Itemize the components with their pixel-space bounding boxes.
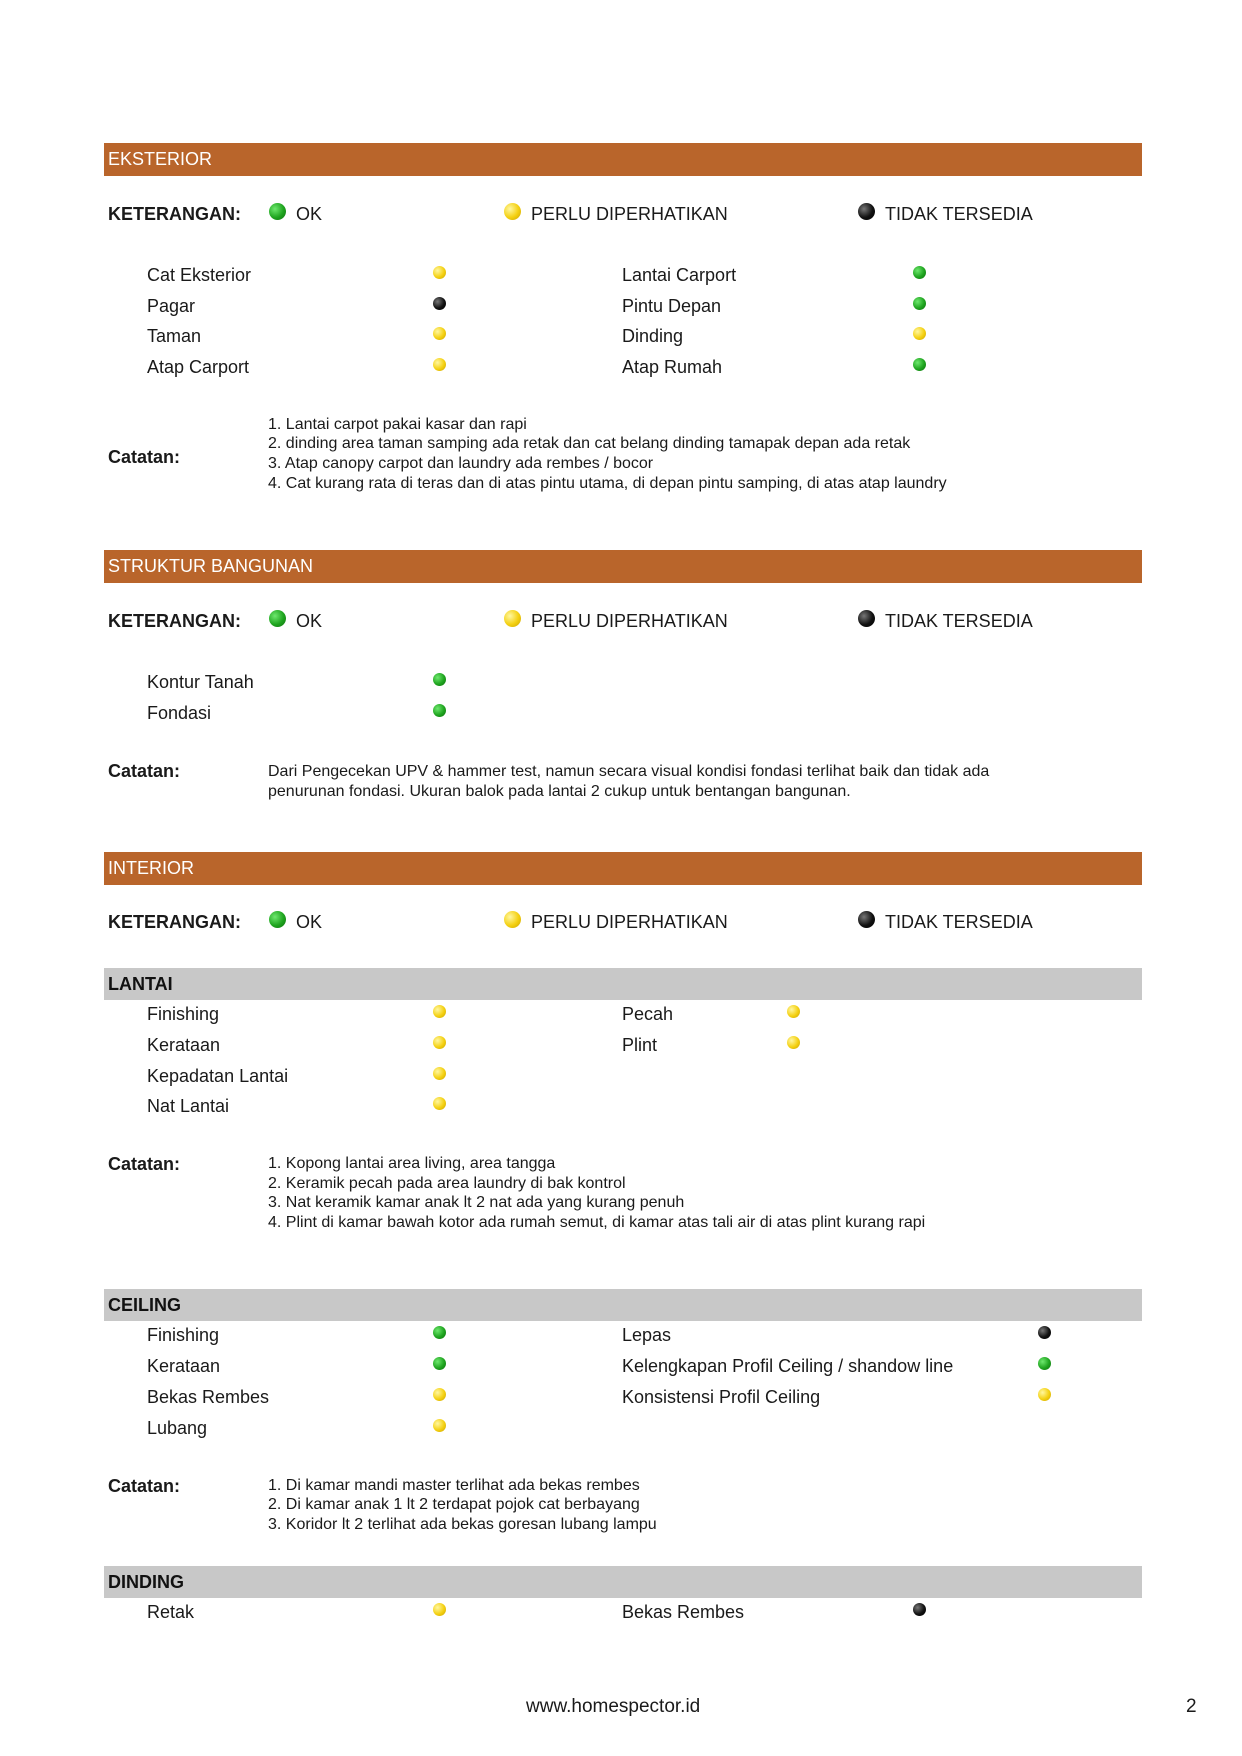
notes-label: Catatan: bbox=[108, 1476, 181, 1496]
legend-ok-text: OK bbox=[296, 912, 323, 932]
note-line: 2. dinding area taman samping ada retak dan cat belang dinding tamapak depan ada retak bbox=[268, 435, 911, 452]
note-line: 3. Koridor lt 2 terlihat ada bekas goresan lubang lampu bbox=[268, 1516, 657, 1533]
check-item-label: Pecah bbox=[622, 1004, 674, 1024]
note-line: 4. Plint di kamar bawah kotor ada rumah semut, di kamar atas tali air di atas plint kurang rapi bbox=[268, 1214, 926, 1231]
ok-status-icon bbox=[433, 704, 446, 717]
tidak-status-icon bbox=[858, 911, 875, 928]
check-item-label: Cat Eksterior bbox=[147, 265, 252, 285]
notes-label: Catatan: bbox=[108, 761, 181, 781]
check-item-label: Bekas Rembes bbox=[622, 1602, 745, 1622]
note-line: Dari Pengecekan UPV & hammer test, namun secara visual kondisi fondasi terlihat baik dan tidak ada bbox=[268, 763, 990, 780]
check-item-label: Lubang bbox=[147, 1418, 208, 1438]
tidak-status-icon bbox=[913, 1603, 926, 1616]
perlu-status-icon bbox=[787, 1005, 800, 1018]
tidak-status-icon bbox=[433, 297, 446, 310]
check-item-label: Lepas bbox=[622, 1325, 672, 1345]
section-header-struktur: STRUKTUR BANGUNAN bbox=[104, 550, 1142, 583]
legend-perlu-text: PERLU DIPERHATIKAN bbox=[531, 912, 728, 932]
ok-status-icon bbox=[1038, 1357, 1051, 1370]
footer-website: www.homespector.id bbox=[526, 1696, 701, 1717]
note-line: 4. Cat kurang rata di teras dan di atas pintu utama, di depan pintu samping, di atas atap laundry bbox=[268, 475, 947, 492]
ok-status-icon bbox=[913, 266, 926, 279]
legend-label: KETERANGAN: bbox=[108, 912, 241, 932]
note-line: 1. Lantai carpot pakai kasar dan rapi bbox=[268, 416, 527, 433]
tidak-status-icon bbox=[1038, 1326, 1051, 1339]
legend-ok-text: OK bbox=[296, 611, 323, 631]
section-header-eksterior: EKSTERIOR bbox=[104, 143, 1142, 176]
check-item-label: Finishing bbox=[147, 1004, 220, 1024]
check-item-label: Bekas Rembes bbox=[147, 1387, 270, 1407]
perlu-status-icon bbox=[1038, 1388, 1051, 1401]
check-item-label: Fondasi bbox=[147, 703, 212, 723]
check-item-label: Pintu Depan bbox=[622, 296, 722, 316]
perlu-status-icon bbox=[787, 1036, 800, 1049]
legend-tidak-text: TIDAK TERSEDIA bbox=[885, 611, 1033, 631]
section-header-interior: INTERIOR bbox=[104, 852, 1142, 885]
check-item-label: Atap Rumah bbox=[622, 357, 723, 377]
tidak-status-icon bbox=[858, 203, 875, 220]
check-item-label: Taman bbox=[147, 326, 202, 346]
note-line: 3. Atap canopy carpot dan laundry ada rembes / bocor bbox=[268, 455, 654, 472]
perlu-status-icon bbox=[433, 1005, 446, 1018]
perlu-status-icon bbox=[433, 1419, 446, 1432]
ok-status-icon bbox=[913, 297, 926, 310]
check-item-label: Nat Lantai bbox=[147, 1096, 230, 1116]
note-line: 3. Nat keramik kamar anak lt 2 nat ada yang kurang penuh bbox=[268, 1194, 685, 1211]
ok-status-icon bbox=[433, 1326, 446, 1339]
note-line: 2. Keramik pecah pada area laundry di bak kontrol bbox=[268, 1175, 626, 1192]
perlu-status-icon bbox=[913, 327, 926, 340]
check-item-label: Konsistensi Profil Ceiling bbox=[622, 1387, 821, 1407]
perlu-status-icon bbox=[433, 358, 446, 371]
check-item-label: Kontur Tanah bbox=[147, 672, 254, 692]
legend-label: KETERANGAN: bbox=[108, 611, 241, 631]
notes-label: Catatan: bbox=[108, 447, 181, 467]
legend-perlu-text: PERLU DIPERHATIKAN bbox=[531, 204, 728, 224]
note-line: 1. Di kamar mandi master terlihat ada bekas rembes bbox=[268, 1477, 640, 1494]
notes-label: Catatan: bbox=[108, 1154, 181, 1174]
ok-status-icon bbox=[433, 673, 446, 686]
perlu-status-icon bbox=[433, 1603, 446, 1616]
check-item-label: Retak bbox=[147, 1602, 195, 1622]
note-line: 1. Kopong lantai area living, area tangga bbox=[268, 1155, 556, 1172]
check-item-label: Atap Carport bbox=[147, 357, 250, 377]
ok-status-icon bbox=[913, 358, 926, 371]
legend-ok-text: OK bbox=[296, 204, 323, 224]
perlu-status-icon bbox=[433, 1097, 446, 1110]
perlu-status-icon bbox=[433, 1388, 446, 1401]
ok-status-icon bbox=[269, 610, 286, 627]
ok-status-icon bbox=[269, 203, 286, 220]
legend-tidak-text: TIDAK TERSEDIA bbox=[885, 912, 1033, 932]
legend-tidak-text: TIDAK TERSEDIA bbox=[885, 204, 1033, 224]
check-item-label: Pagar bbox=[147, 296, 196, 316]
check-item-label: Kepadatan Lantai bbox=[147, 1066, 289, 1086]
check-item-label: Kerataan bbox=[147, 1356, 221, 1376]
check-item-label: Kelengkapan Profil Ceiling / shandow line bbox=[622, 1356, 954, 1376]
check-item-label: Finishing bbox=[147, 1325, 220, 1345]
page-number: 2 bbox=[1186, 1696, 1197, 1717]
check-item-label: Kerataan bbox=[147, 1035, 221, 1055]
check-item-label: Lantai Carport bbox=[622, 265, 737, 285]
legend-perlu-text: PERLU DIPERHATIKAN bbox=[531, 611, 728, 631]
perlu-status-icon bbox=[433, 1067, 446, 1080]
perlu-status-icon bbox=[504, 203, 521, 220]
check-item-label: Dinding bbox=[622, 326, 684, 346]
perlu-status-icon bbox=[433, 1036, 446, 1049]
perlu-status-icon bbox=[504, 911, 521, 928]
subsection-header-lantai: LANTAI bbox=[104, 968, 1142, 1000]
perlu-status-icon bbox=[433, 327, 446, 340]
check-item-label: Plint bbox=[622, 1035, 658, 1055]
note-line: 2. Di kamar anak 1 lt 2 terdapat pojok cat berbayang bbox=[268, 1496, 640, 1513]
note-line: penurunan fondasi. Ukuran balok pada lantai 2 cukup untuk bentangan bangunan. bbox=[268, 783, 851, 800]
ok-status-icon bbox=[269, 911, 286, 928]
perlu-status-icon bbox=[504, 610, 521, 627]
subsection-header-dinding: DINDING bbox=[104, 1566, 1142, 1598]
subsection-header-ceiling: CEILING bbox=[104, 1289, 1142, 1321]
perlu-status-icon bbox=[433, 266, 446, 279]
ok-status-icon bbox=[433, 1357, 446, 1370]
legend-label: KETERANGAN: bbox=[108, 204, 241, 224]
tidak-status-icon bbox=[858, 610, 875, 627]
